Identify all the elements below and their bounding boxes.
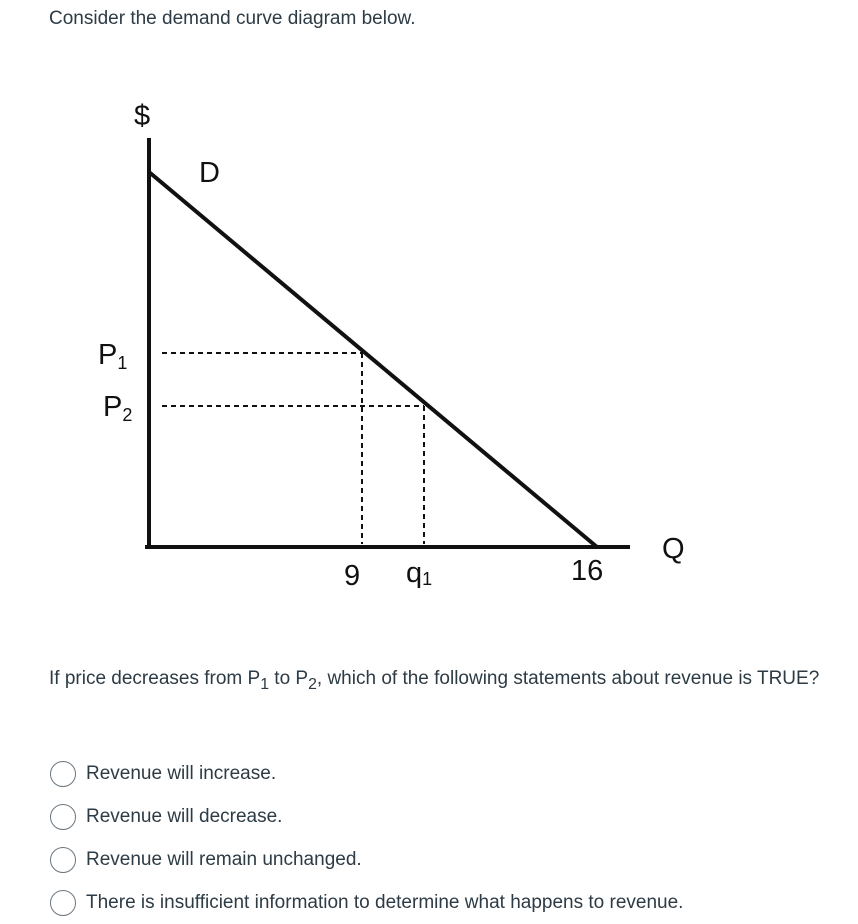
option-decrease[interactable] <box>50 795 683 838</box>
option-insufficient-info[interactable] <box>50 881 683 924</box>
option-label: Revenue will increase. <box>86 762 277 784</box>
quantity-label-q1: q1 <box>406 557 433 589</box>
y-axis-label: $ <box>134 100 151 132</box>
price-label-p2: P2 <box>103 391 133 425</box>
demand-curve <box>149 172 597 547</box>
price-label-p1: P1 <box>98 339 128 373</box>
radio-button[interactable] <box>50 847 76 873</box>
question-text: If price decreases from $P_1$ to $P_2$, which of the following statements about revenue is TRUE? <box>49 668 820 693</box>
option-unchanged[interactable] <box>50 838 683 881</box>
intro-text: Consider the demand curve diagram below. <box>49 8 416 29</box>
answer-options <box>50 752 683 924</box>
radio-button[interactable] <box>50 804 76 830</box>
radio-button[interactable] <box>50 890 76 916</box>
option-label: There is insufficient information to determine what happens to revenue. <box>86 891 684 913</box>
demand-curve-label: D <box>199 157 220 189</box>
quantity-label-16: 16 <box>571 555 604 587</box>
option-label: Revenue will remain unchanged. <box>86 848 362 870</box>
radio-button[interactable] <box>50 761 76 787</box>
x-axis-label: Q <box>662 533 685 565</box>
demand-curve-diagram <box>0 80 858 620</box>
option-increase[interactable] <box>50 752 683 795</box>
quantity-label-9: 9 <box>344 560 361 592</box>
option-label: Revenue will decrease. <box>86 805 283 827</box>
